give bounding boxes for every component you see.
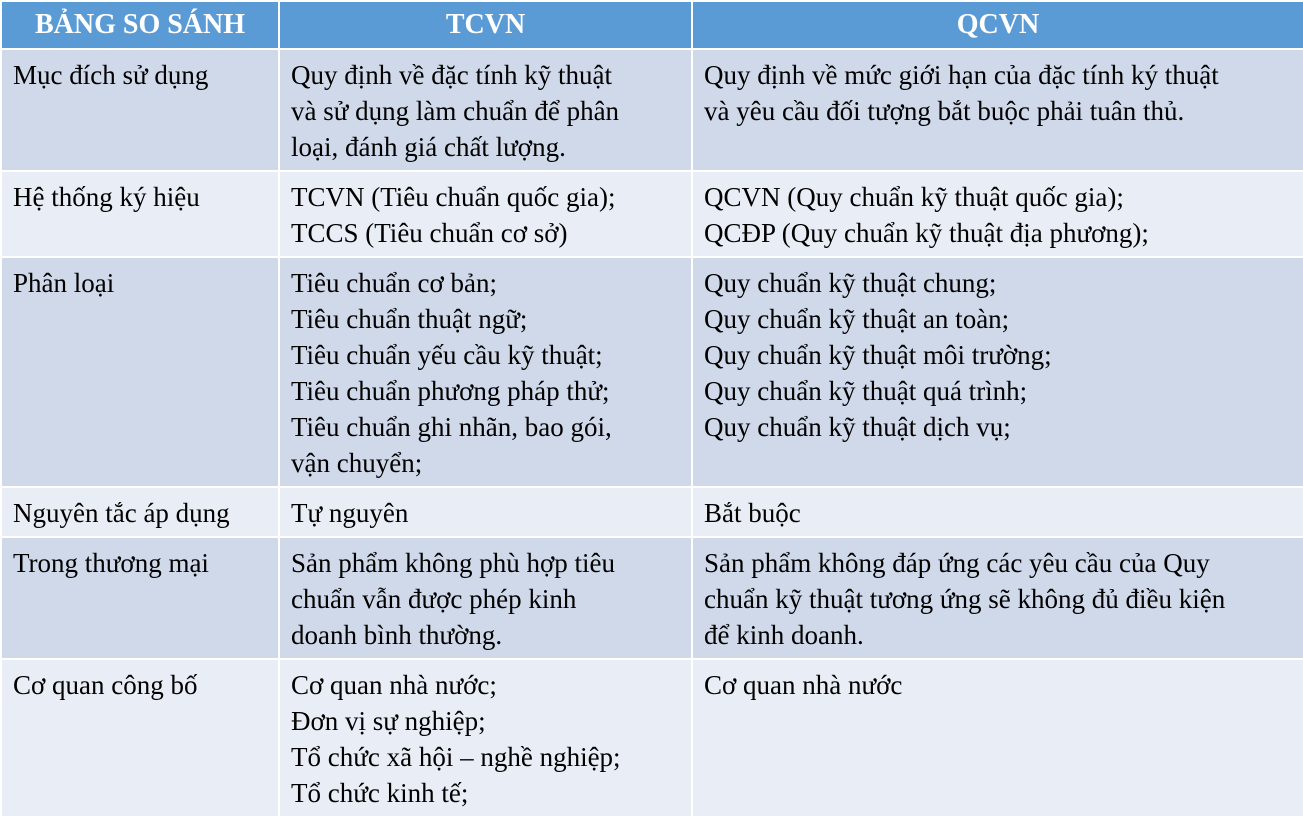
cell-line: Tiêu chuẩn cơ bản; bbox=[291, 268, 497, 298]
row-label: Trong thương mại bbox=[1, 537, 279, 659]
cell-line: Quy chuẩn kỹ thuật dịch vụ; bbox=[704, 412, 1011, 442]
cell-line: Đơn vị sự nghiệp; bbox=[291, 706, 486, 736]
table-row bbox=[1, 257, 1303, 487]
cell-line: QCĐP (Quy chuẩn kỹ thuật địa phương); bbox=[704, 218, 1149, 248]
table-row bbox=[1, 171, 1303, 257]
cell-line: Quy chuẩn kỹ thuật an toàn; bbox=[704, 304, 1010, 334]
tcvn-cell bbox=[279, 257, 692, 487]
cell-line: TCCS (Tiêu chuẩn cơ sở) bbox=[291, 218, 568, 248]
row-label: Nguyên tắc áp dụng bbox=[1, 487, 279, 537]
cell-line: Tiêu chuẩn thuật ngữ; bbox=[291, 304, 528, 334]
cell-line: Quy định về mức giới hạn của đặc tính ký thuật bbox=[704, 60, 1219, 90]
cell-line: Tổ chức kinh tế; bbox=[291, 778, 469, 808]
table-row bbox=[1, 537, 1303, 659]
qcvn-cell bbox=[692, 257, 1303, 487]
row-label: Cơ quan công bố bbox=[1, 659, 279, 817]
qcvn-cell bbox=[692, 171, 1303, 257]
table-header bbox=[1, 1, 1303, 49]
qcvn-cell bbox=[692, 537, 1303, 659]
tcvn-cell bbox=[279, 659, 692, 817]
header-tcvn: TCVN bbox=[279, 1, 692, 49]
row-label: Mục đích sử dụng bbox=[1, 49, 279, 171]
row-label: Phân loại bbox=[1, 257, 279, 487]
cell-line: Cơ quan nhà nước; bbox=[291, 670, 497, 700]
cell-line: TCVN (Tiêu chuẩn quốc gia); bbox=[291, 182, 616, 212]
cell-line: Sản phẩm không đáp ứng các yêu cầu của Quy bbox=[704, 548, 1210, 578]
tcvn-cell bbox=[279, 487, 692, 537]
cell-line: Tiêu chuẩn yếu cầu kỹ thuật; bbox=[291, 340, 603, 370]
cell-line: Quy chuẩn kỹ thuật môi trường; bbox=[704, 340, 1052, 370]
cell-line: và sử dụng làm chuẩn để phân bbox=[291, 96, 620, 126]
cell-line: Quy chuẩn kỹ thuật quá trình; bbox=[704, 376, 1028, 406]
cell-line: Tự nguyên bbox=[291, 498, 409, 528]
tcvn-cell bbox=[279, 537, 692, 659]
cell-line: doanh bình thường. bbox=[291, 620, 503, 650]
cell-line: Sản phẩm không phù hợp tiêu bbox=[291, 548, 615, 578]
tcvn-cell bbox=[279, 171, 692, 257]
cell-line: chuẩn vẫn được phép kinh bbox=[291, 584, 577, 614]
cell-line: chuẩn kỹ thuật tương ứng sẽ không đủ điều kiện bbox=[704, 584, 1226, 614]
cell-line: Tiêu chuẩn ghi nhãn, bao gói, bbox=[291, 412, 612, 442]
cell-line: Quy chuẩn kỹ thuật chung; bbox=[704, 268, 997, 298]
qcvn-cell bbox=[692, 659, 1303, 817]
cell-line: và yêu cầu đối tượng bắt buộc phải tuân thủ. bbox=[704, 96, 1185, 126]
header-comparison: BẢNG SO SÁNH bbox=[1, 1, 279, 49]
qcvn-cell bbox=[692, 487, 1303, 537]
cell-line: QCVN (Quy chuẩn kỹ thuật quốc gia); bbox=[704, 182, 1124, 212]
row-label: Hệ thống ký hiệu bbox=[1, 171, 279, 257]
cell-line: Tổ chức xã hội – nghề nghiệp; bbox=[291, 742, 621, 772]
table-row bbox=[1, 49, 1303, 171]
cell-line: Bắt buộc bbox=[704, 498, 801, 528]
table-body bbox=[1, 49, 1303, 817]
header-row bbox=[1, 1, 1303, 49]
cell-line: Quy định về đặc tính kỹ thuật bbox=[291, 60, 612, 90]
cell-line: loại, đánh giá chất lượng. bbox=[291, 132, 566, 162]
cell-line: vận chuyển; bbox=[291, 448, 423, 478]
qcvn-cell bbox=[692, 49, 1303, 171]
cell-line: để kinh doanh. bbox=[704, 620, 864, 650]
table-row bbox=[1, 487, 1303, 537]
table-row bbox=[1, 659, 1303, 817]
cell-line: Tiêu chuẩn phương pháp thử; bbox=[291, 376, 610, 406]
header-qcvn: QCVN bbox=[692, 1, 1303, 49]
tcvn-cell bbox=[279, 49, 692, 171]
cell-line: Cơ quan nhà nước bbox=[704, 670, 903, 700]
